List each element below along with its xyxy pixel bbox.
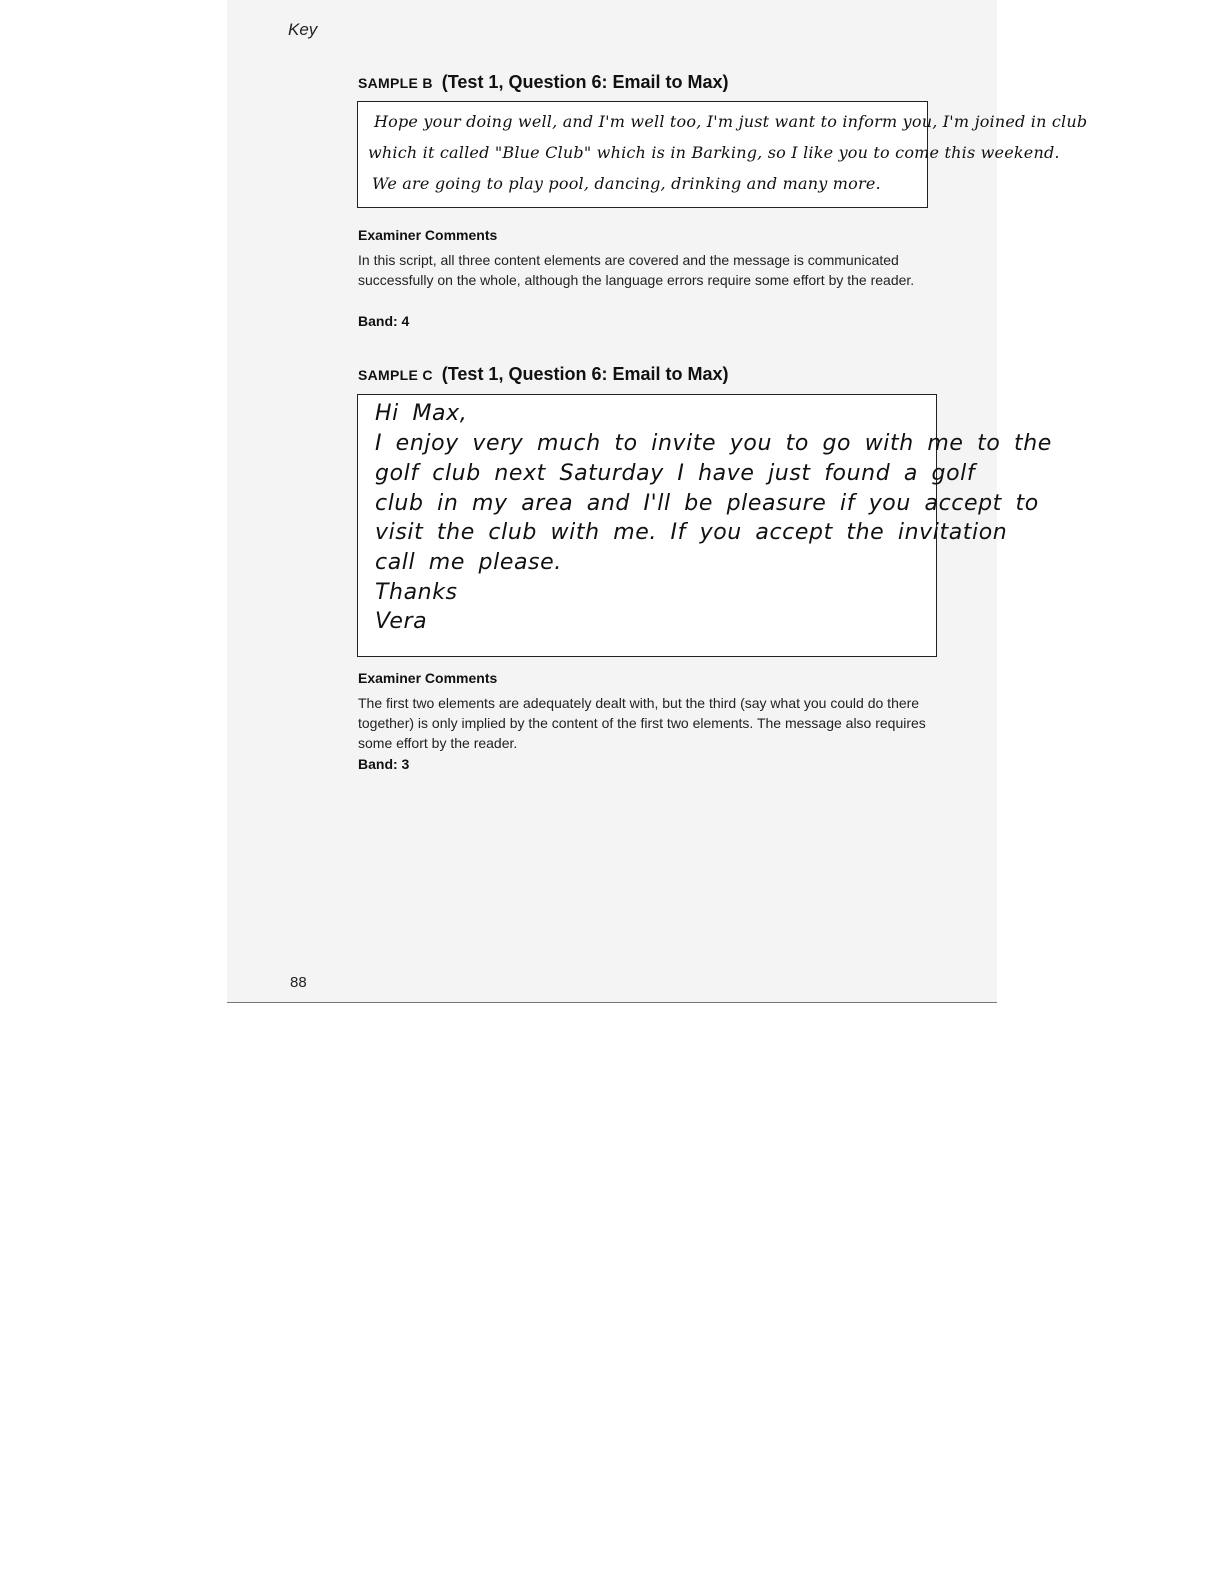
sample-b-title: (Test 1, Question 6: Email to Max)	[441, 72, 729, 92]
sample-c-comments-heading: Examiner Comments	[358, 670, 498, 686]
sample-b-comments-heading: Examiner Comments	[358, 227, 498, 243]
page-bottom-rule	[227, 1002, 997, 1003]
sample-c-code: SAMPLE C	[358, 367, 433, 383]
sample-b-script-line: We are going to play pool, dancing, drinking and many more.	[372, 174, 881, 193]
sample-c-script-line: call me please.	[375, 550, 562, 575]
sample-c-script-box	[357, 394, 1052, 657]
sample-c-script-line: Thanks	[375, 580, 458, 605]
sample-c-script-line: Vera	[375, 609, 428, 634]
sample-b-script-line: which it called "Blue Club" which is in Barking, so I like you to come this weekend.	[368, 143, 1060, 162]
running-head: Key	[288, 20, 318, 39]
sample-b-band: Band: 4	[358, 313, 410, 329]
sample-c-script-line: I enjoy very much to invite you to go with me to the	[375, 431, 1052, 456]
sample-b-comments-text: In this script, all three content elements are covered and the message is communicated successfully on the whole, although the language errors require some effort by the reader.	[358, 252, 915, 288]
sample-b-script-box	[357, 101, 1088, 208]
sample-c-comments-text: The first two elements are adequately dealt with, but the third (say what you could do there together) is only implied by the content of the first two elements. The message also requires some effort by the reader.	[358, 695, 926, 751]
sample-c-script-line: Hi Max,	[375, 401, 468, 426]
sample-c-script-line: club in my area and I'll be pleasure if you accept to	[375, 491, 1039, 516]
sample-b-heading	[358, 72, 728, 93]
page-number: 88	[290, 974, 307, 991]
sample-b-code: SAMPLE B	[358, 75, 433, 91]
sample-c-band: Band: 3	[358, 756, 410, 772]
sample-b-script-line: Hope your doing well, and I'm well too, I'm just want to inform you, I'm joined in club	[374, 112, 1088, 131]
sample-c-script-line: visit the club with me. If you accept the invitation	[375, 520, 1008, 545]
sample-c-script-line: golf club next Saturday I have just found a golf	[375, 461, 976, 486]
sample-c-heading	[358, 364, 728, 385]
sample-c-title: (Test 1, Question 6: Email to Max)	[441, 364, 729, 384]
